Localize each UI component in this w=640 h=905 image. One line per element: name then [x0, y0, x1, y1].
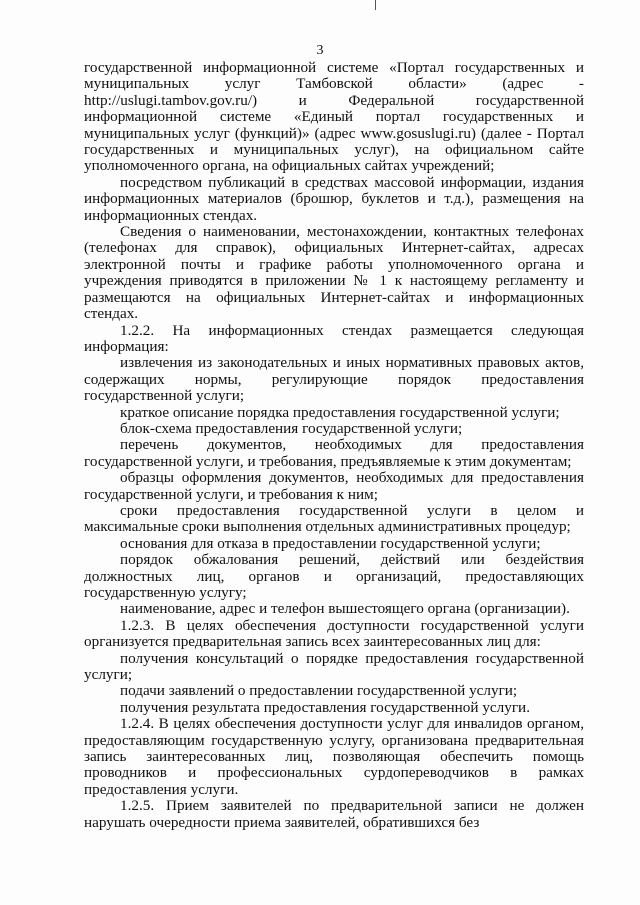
list-item-refusal-grounds: основания для отказа в предоставлении государственной услуги;	[120, 534, 541, 552]
paragraph-mass-media: посредством публикаций в средствах массовой информации, издания информационных материалов (брошюр, буклетов и т.д.), размещения на информационных стендах.	[84, 173, 584, 224]
list-item-superior-body: наименование, адрес и телефон вышестоящего органа (организации).	[120, 600, 570, 618]
list-item-flowchart: блок-схема предоставления государственной услуги;	[120, 419, 463, 437]
list-item-brief-description: краткое описание порядка предоставления государственной услуги;	[120, 403, 560, 421]
paragraph-section-1-2-5: 1.2.5. Прием заявителей по предварительной записи не должен нарушать очередности приема заявителей, обратившихся без	[84, 797, 584, 831]
paragraph-section-1-2-4: 1.2.4. В целях обеспечения доступности услуг для инвалидов органом, предоставляющим государственную услугу, организована предварительная запись заинтересованных лиц, позволяющая обеспечить помощь проводников и профессиональных сурдопереводчиков в рамках предоставления услуги.	[84, 715, 584, 798]
list-item-appeal-procedure: порядок обжалования решений, действий или бездействия должностных лиц, органов и организаций, предоставляющих государственную услугу;	[84, 551, 584, 601]
list-item-result: получения результата предоставления государственной услуги.	[120, 698, 530, 716]
paragraph-portal-continuation: государственной информационной системе «Портал государственных и муниципальных услуг Тамбовской области» (адрес - http://uslugi.tambov.gov.ru/) и Федеральной государственной информационной системе «Единый портал государственных и муниципальных услуг (функций)» (адрес www.gosuslugi.ru) (далее - Портал государственных и муниципальных услуг), на официальном сайте уполномоченного органа, на официальных сайтах учреждений;	[84, 59, 584, 175]
paragraph-section-1-2-3: 1.2.3. В целях обеспечения доступности государственной услуги организуется предварительная запись всех заинтересованных лиц для:	[84, 616, 584, 651]
list-item-legal-extracts: извлечения из законодательных и иных нормативных правовых актов, содержащих нормы, регулирующие порядок предоставления государственной услуги;	[84, 354, 584, 405]
paragraph-section-1-2-2: 1.2.2. На информационных стендах размещается следующая информация:	[84, 321, 584, 355]
page-number: 3	[316, 43, 324, 58]
scan-artifact-mark	[375, 0, 376, 10]
list-item-document-list: перечень документов, необходимых для предоставления государственной услуги, и требования, предъявляемые к этим документам;	[84, 436, 584, 470]
paragraph-contact-info: Сведения о наименовании, местонахождении, контактных телефонах (телефонах для справок), официальных Интернет-сайтах, адресах электронной почты и графике работы уполномоченного органа и учреждения приводятся в приложении № 1 к настоящему регламенту и размещаются на официальных Интернет-сайтах и информационных стендах.	[84, 223, 584, 323]
list-item-document-samples: образцы оформления документов, необходимых для предоставления государственной услуги, и требования к ним;	[84, 469, 584, 503]
list-item-deadlines: сроки предоставления государственной услуги в целом и максимальные сроки выполнения отдельных административных процедур;	[84, 501, 584, 536]
document-body	[84, 60, 584, 831]
list-item-consultations: получения консультаций о порядке предоставления государственной услуги;	[84, 649, 584, 684]
list-item-applications: подачи заявлений о предоставлении государственной услуги;	[120, 682, 518, 700]
